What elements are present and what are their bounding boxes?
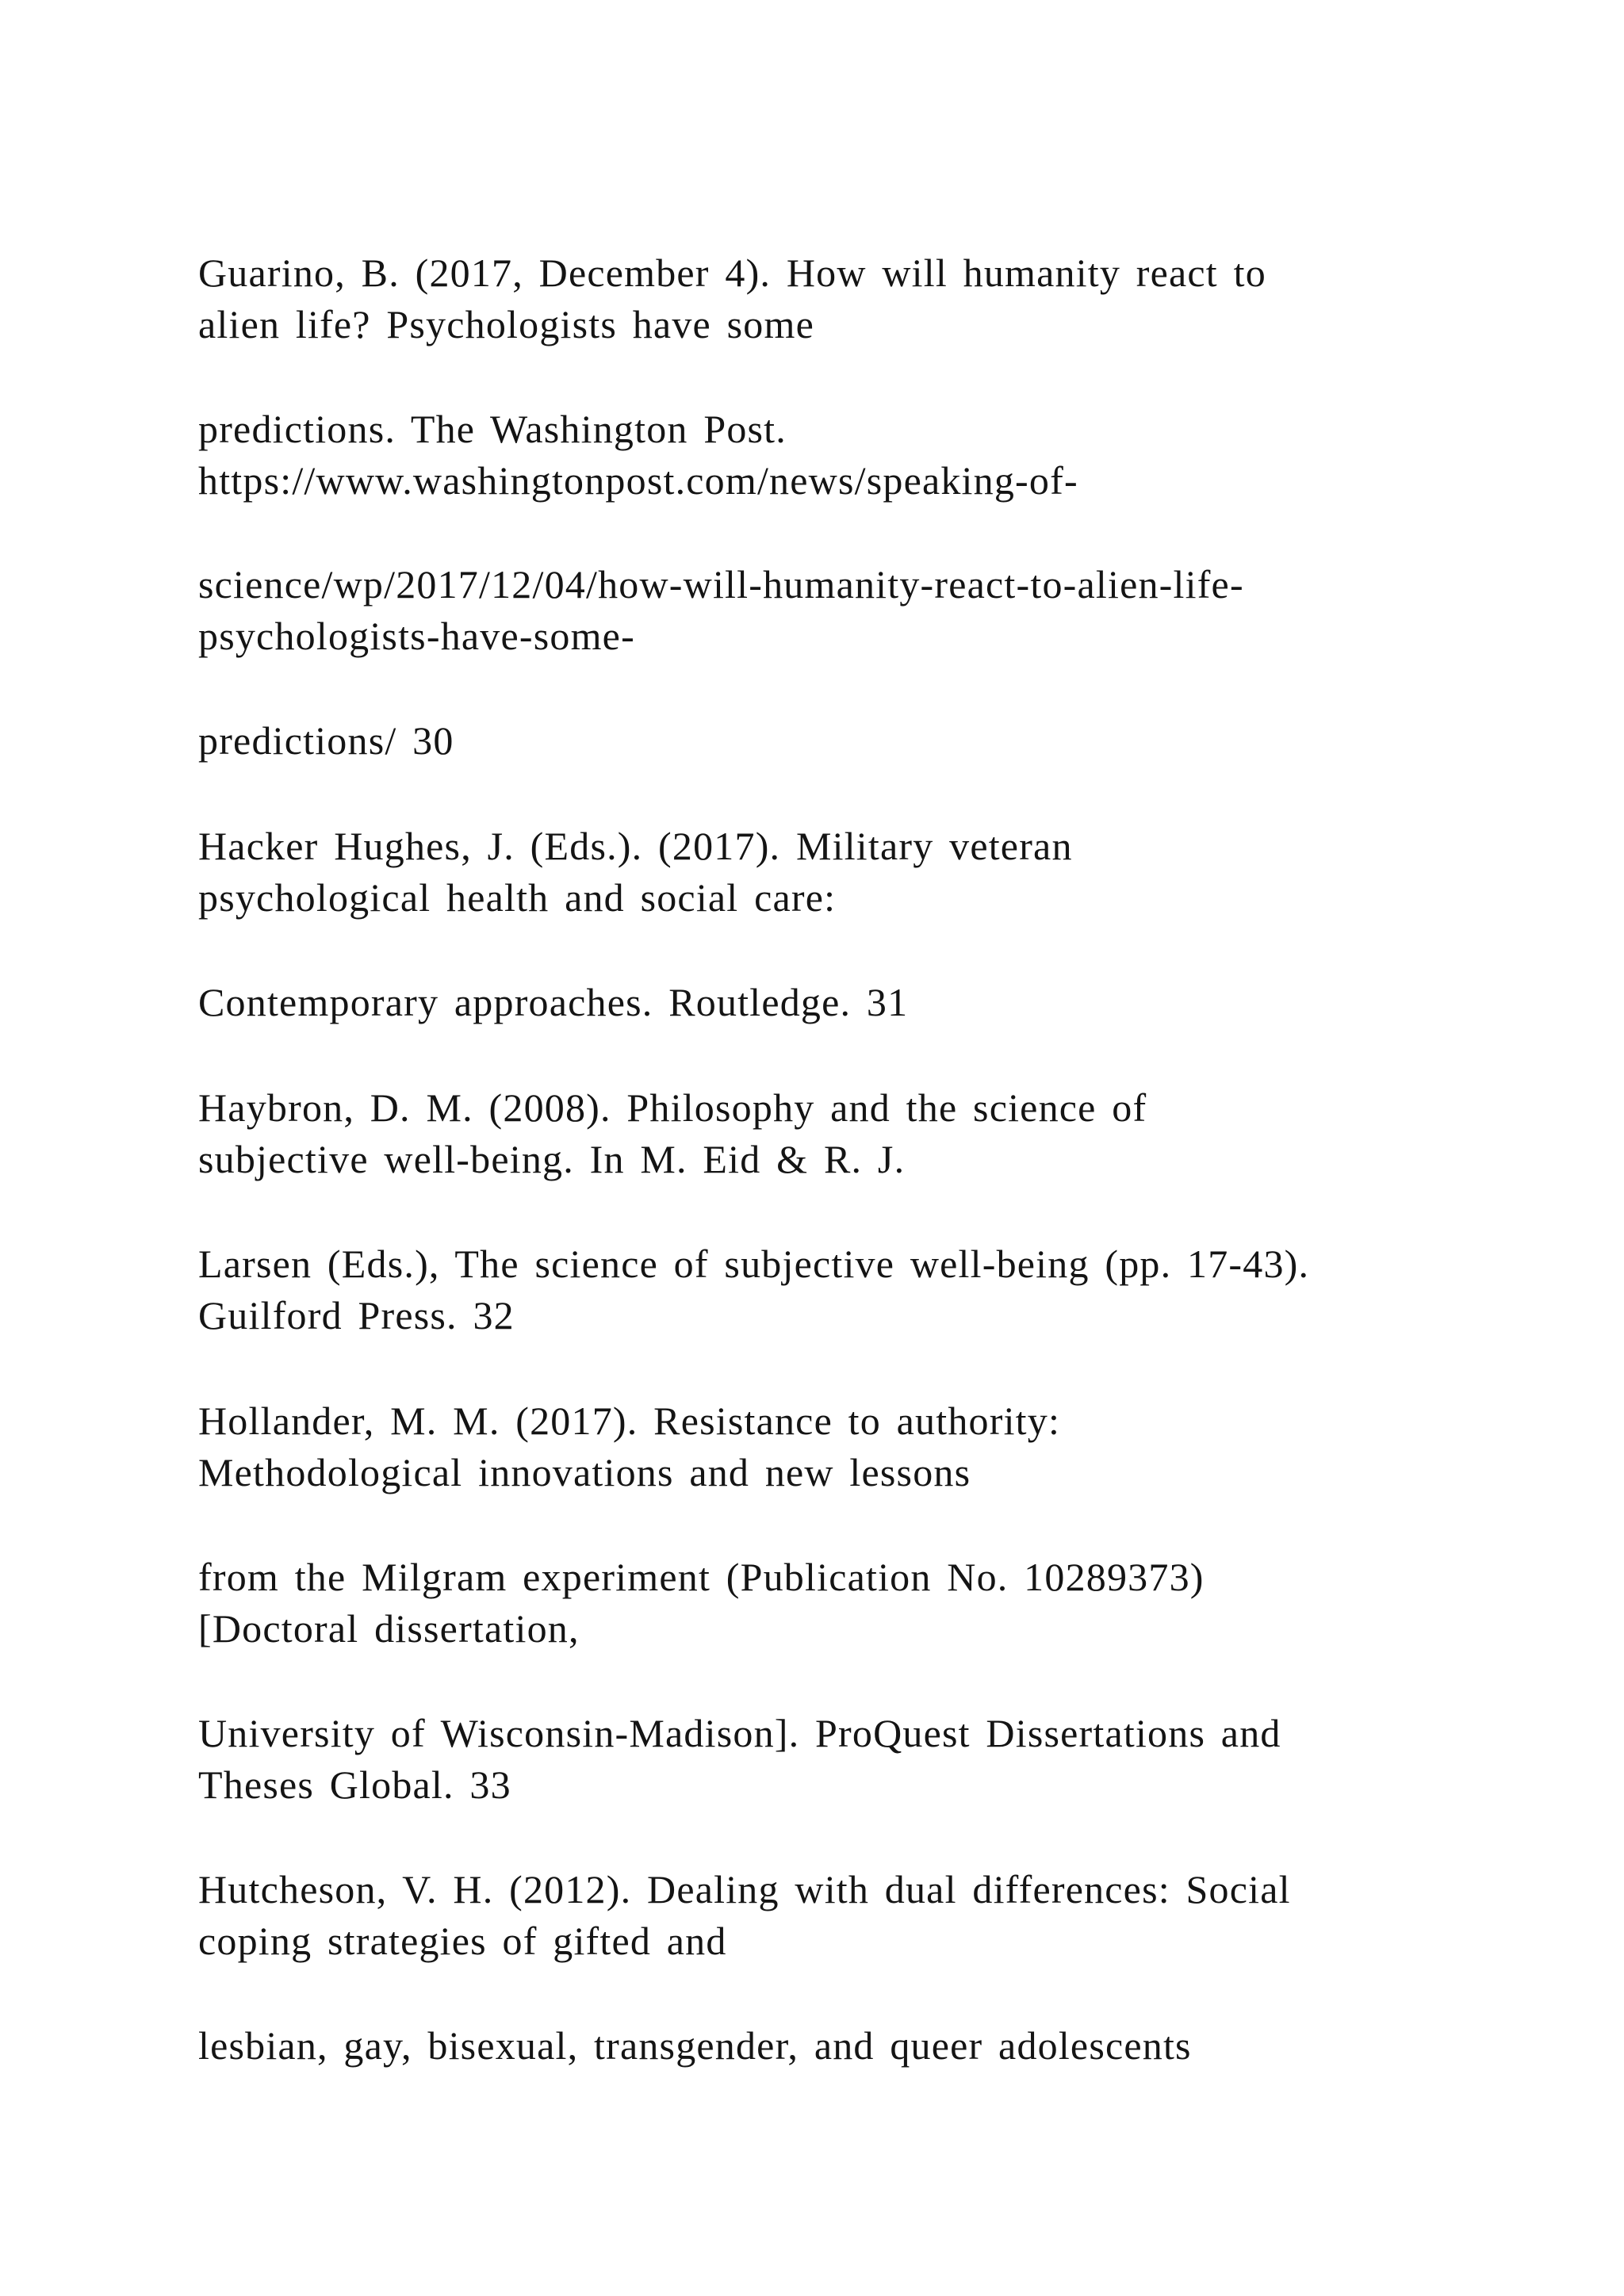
reference-hutcheson-part-2 bbox=[198, 2020, 1435, 2072]
reference-guarino-part-2 bbox=[198, 404, 1435, 507]
text-line: Methodological innovations and new lessons bbox=[198, 1450, 971, 1494]
text-line: https://www.washingtonpost.com/news/speaking-of- bbox=[198, 458, 1078, 503]
text-line: predictions/ 30 bbox=[198, 718, 454, 763]
reference-haybron-part-1 bbox=[198, 1082, 1435, 1185]
reference-guarino-part-3 bbox=[198, 559, 1435, 662]
reference-guarino-part-4 bbox=[198, 715, 1435, 767]
text-line: subjective well-being. In M. Eid & R. J. bbox=[198, 1137, 906, 1181]
text-line: Larsen (Eds.), The science of subjective well-being (pp. 17-43). bbox=[198, 1242, 1310, 1286]
text-line: University of Wisconsin-Madison]. ProQuest Dissertations and bbox=[198, 1711, 1281, 1755]
reference-hollander-part-3 bbox=[198, 1708, 1435, 1811]
text-line: lesbian, gay, bisexual, transgender, and queer adolescents bbox=[198, 2023, 1192, 2068]
text-line: predictions. The Washington Post. bbox=[198, 407, 787, 451]
reference-hacker-hughes-part-2 bbox=[198, 977, 1435, 1028]
text-line: science/wp/2017/12/04/how-will-humanity-react-to-alien-life- bbox=[198, 562, 1244, 607]
text-line: Contemporary approaches. Routledge. 31 bbox=[198, 980, 909, 1024]
reference-hollander-part-1 bbox=[198, 1395, 1435, 1498]
text-line: psychological health and social care: bbox=[198, 875, 837, 920]
text-line: Hacker Hughes, J. (Eds.). (2017). Military veteran bbox=[198, 824, 1073, 868]
reference-hutcheson-part-1 bbox=[198, 1864, 1435, 1967]
text-line: alien life? Psychologists have some bbox=[198, 302, 814, 346]
text-line: Theses Global. 33 bbox=[198, 1762, 511, 1807]
reference-hacker-hughes-part-1 bbox=[198, 821, 1435, 924]
text-line: Hutcheson, V. H. (2012). Dealing with dual differences: Social bbox=[198, 1867, 1291, 1911]
text-line: [Doctoral dissertation, bbox=[198, 1606, 580, 1651]
text-line: Hollander, M. M. (2017). Resistance to authority: bbox=[198, 1399, 1061, 1443]
text-line: Guilford Press. 32 bbox=[198, 1293, 515, 1337]
text-line: from the Milgram experiment (Publication No. 10289373) bbox=[198, 1555, 1205, 1599]
text-line: psychologists-have-some- bbox=[198, 614, 635, 658]
text-line: Haybron, D. M. (2008). Philosophy and the science of bbox=[198, 1085, 1147, 1130]
text-line: coping strategies of gifted and bbox=[198, 1919, 727, 1963]
text-line: Guarino, B. (2017, December 4). How will humanity react to bbox=[198, 251, 1266, 295]
reference-haybron-part-2 bbox=[198, 1238, 1435, 1341]
reference-hollander-part-2 bbox=[198, 1552, 1435, 1655]
reference-guarino-part-1 bbox=[198, 247, 1435, 350]
